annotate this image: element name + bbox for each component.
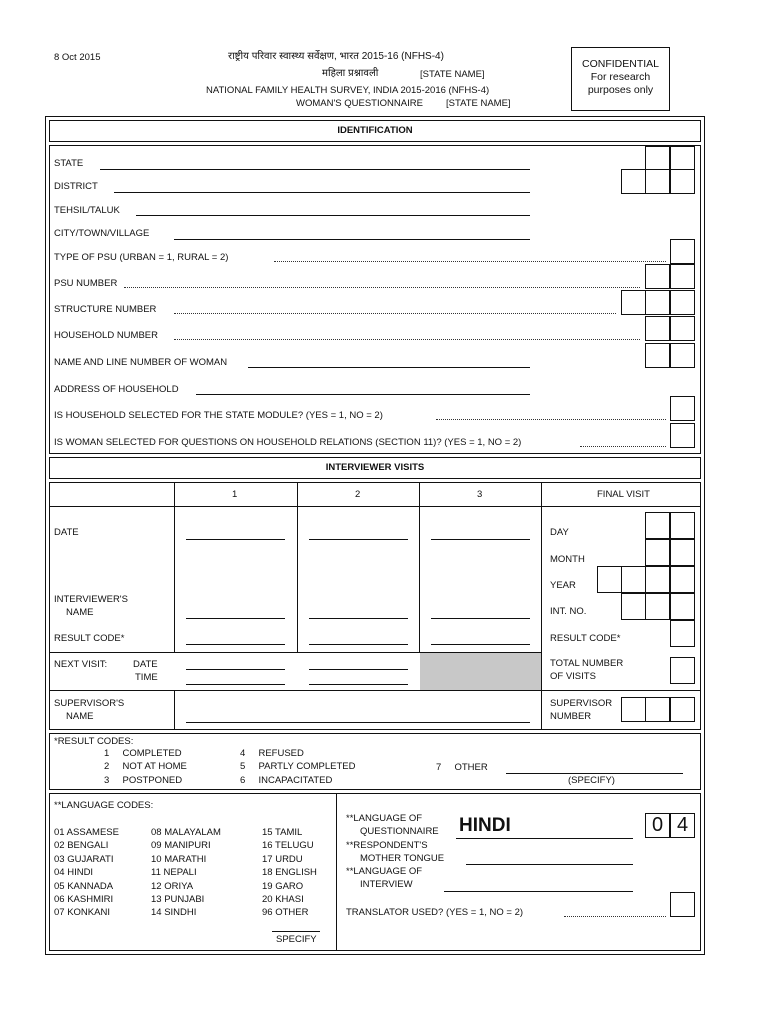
visit-2-date-field[interactable]	[309, 539, 408, 540]
household-box-2[interactable]	[670, 316, 695, 341]
lang-13: 13 PUNJABI	[151, 894, 205, 905]
lang-02: 02 BENGALI	[54, 840, 109, 851]
household-box-1[interactable]	[645, 316, 670, 341]
next-visit-bottom-line	[49, 690, 701, 691]
visit-1-interviewer-field[interactable]	[186, 618, 285, 619]
city-label: CITY/TOWN/VILLAGE	[54, 228, 150, 239]
respondent-label-1: **RESPONDENT'S	[346, 840, 428, 851]
lang-12: 12 ORIYA	[151, 881, 194, 892]
state-code-box-1[interactable]	[645, 146, 670, 171]
supervisor-number-label-2: NUMBER	[550, 711, 592, 722]
lang-18: 18 ENGLISH	[262, 867, 317, 878]
form-date: 8 Oct 2015	[54, 52, 101, 63]
result-code-label: RESULT CODE*	[54, 633, 125, 644]
day-label: DAY	[550, 527, 569, 538]
q-language-code-box-1[interactable]: 0	[645, 813, 670, 838]
visit-col-1: 1	[232, 489, 238, 500]
tehsil-label: TEHSIL/TALUK	[54, 205, 120, 216]
research-label-2: purposes only	[587, 84, 654, 96]
lang-15: 15 TAMIL	[262, 827, 303, 838]
visit-3-interviewer-field[interactable]	[431, 618, 530, 619]
district-field[interactable]	[114, 192, 530, 193]
language-divider	[336, 793, 337, 951]
q-language-label-1: **LANGUAGE OF	[346, 813, 423, 824]
state-module-box[interactable]	[670, 396, 695, 421]
result-code-4: 4 REFUSED	[240, 748, 304, 759]
visit-2-result-field[interactable]	[309, 644, 408, 645]
state-code-box-2[interactable]	[670, 146, 695, 171]
psu-type-label: TYPE OF PSU (URBAN = 1, RURAL = 2)	[54, 252, 229, 263]
q-language-code-box-2[interactable]: 4	[670, 813, 695, 838]
result-code-6: 6 INCAPACITATED	[240, 775, 333, 786]
woman-field[interactable]	[248, 367, 530, 368]
lang-10: 10 MARATHI	[151, 854, 207, 865]
result-specify-label: (SPECIFY)	[568, 775, 615, 786]
visit-col-3: 3	[477, 489, 483, 500]
state-module-label: IS HOUSEHOLD SELECTED FOR THE STATE MODULE? (YES = 1, NO = 2)	[54, 410, 383, 421]
next-date-label: DATE	[133, 659, 158, 670]
psu-number-label: PSU NUMBER	[54, 278, 118, 289]
year-box-3[interactable]	[645, 566, 670, 593]
visit-1-next-time-field[interactable]	[186, 684, 285, 685]
result-code-3: 3 POSTPONED	[104, 775, 183, 786]
visit-1-date-field[interactable]	[186, 539, 285, 540]
visit-2-next-date-field[interactable]	[309, 669, 408, 670]
supervisor-divider	[174, 690, 175, 730]
translator-label: TRANSLATOR USED? (YES = 1, NO = 2)	[346, 907, 524, 918]
next-time-label: TIME	[135, 672, 158, 683]
household-leader	[174, 339, 640, 340]
q-language-field[interactable]	[456, 838, 633, 839]
woman-line-box-1[interactable]	[645, 343, 670, 368]
interview-language-field[interactable]	[444, 891, 633, 892]
lang-06: 06 KASHMIRI	[54, 894, 114, 905]
visits-col-divider-1	[174, 482, 175, 652]
hindi-subtitle: महिला प्रश्नावली	[322, 68, 379, 79]
int-no-box-2[interactable]	[645, 593, 670, 620]
day-box-1[interactable]	[645, 512, 670, 539]
district-code-box-1[interactable]	[621, 169, 646, 194]
visits-col-divider-2	[297, 482, 298, 652]
lang-16: 16 TELUGU	[262, 840, 314, 851]
interviewer-label-2: NAME	[66, 607, 94, 618]
visit-2-next-time-field[interactable]	[309, 684, 408, 685]
supervisor-number-box-1[interactable]	[621, 697, 646, 722]
date-label: DATE	[54, 527, 79, 538]
language-codes-title: **LANGUAGE CODES:	[54, 800, 154, 811]
result-code-1: 1 COMPLETED	[104, 748, 182, 759]
structure-box-1[interactable]	[621, 290, 646, 315]
state-label: STATE	[54, 158, 84, 169]
supervisor-number-box-2[interactable]	[645, 697, 670, 722]
lang-19: 19 GARO	[262, 881, 304, 892]
result-codes-title: *RESULT CODES:	[54, 736, 134, 747]
state-field[interactable]	[100, 169, 530, 170]
interview-language-label-2: INTERVIEW	[360, 879, 413, 890]
woman-label: NAME AND LINE NUMBER OF WOMAN	[54, 357, 228, 368]
supervisor-label-1: SUPERVISOR'S	[54, 698, 125, 709]
visit-1-result-field[interactable]	[186, 644, 285, 645]
year-box-1[interactable]	[597, 566, 622, 593]
final-result-box[interactable]	[670, 620, 695, 647]
int-no-label: INT. NO.	[550, 606, 587, 617]
translator-leader	[564, 916, 666, 917]
month-label: MONTH	[550, 554, 585, 565]
visit-col-2: 2	[355, 489, 361, 500]
identification-header: IDENTIFICATION	[49, 120, 701, 142]
other-result-field[interactable]	[506, 773, 683, 774]
psu-type-leader	[274, 261, 666, 262]
final-visit-divider	[541, 482, 542, 730]
month-box-1[interactable]	[645, 539, 670, 566]
state-module-leader	[436, 419, 666, 420]
research-label-1: For research	[590, 71, 651, 83]
visit-2-interviewer-field[interactable]	[309, 618, 408, 619]
visits-header-divider	[49, 506, 701, 507]
lang-specify-label: SPECIFY	[276, 934, 317, 945]
structure-label: STRUCTURE NUMBER	[54, 304, 157, 315]
hindi-title: राष्ट्रीय परिवार स्वास्थ्य सर्वेक्षण, भारत 2015-16 (NFHS-4)	[228, 51, 444, 62]
lang-96: 96 OTHER	[262, 907, 309, 918]
result-code-5: 5 PARTLY COMPLETED	[240, 761, 356, 772]
final-visit-col: FINAL VISIT	[597, 489, 650, 500]
interviewer-label-1: INTERVIEWER'S	[54, 594, 128, 605]
household-label: HOUSEHOLD NUMBER	[54, 330, 158, 341]
year-label: YEAR	[550, 580, 576, 591]
q-language-label-2: QUESTIONNAIRE	[360, 826, 439, 837]
interview-language-label-1: **LANGUAGE OF	[346, 866, 423, 877]
visits-header: INTERVIEWER VISITS	[49, 457, 701, 479]
relations-label: IS WOMAN SELECTED FOR QUESTIONS ON HOUSEHOLD RELATIONS (SECTION 11)? (YES = 1, NO = 2)	[54, 437, 522, 448]
supervisor-number-box-3[interactable]	[670, 697, 695, 722]
structure-box-2[interactable]	[645, 290, 670, 315]
lang-01: 01 ASSAMESE	[54, 827, 119, 838]
lang-09: 09 MANIPURI	[151, 840, 211, 851]
total-visits-label-1: TOTAL NUMBER	[550, 658, 624, 669]
total-visits-label-2: OF VISITS	[550, 671, 596, 682]
lang-07: 07 KONKANI	[54, 907, 110, 918]
hindi-state-name: [STATE NAME]	[420, 69, 485, 80]
visits-col-divider-3	[419, 482, 420, 652]
visit-3-date-field[interactable]	[431, 539, 530, 540]
tehsil-field[interactable]	[136, 215, 530, 216]
visits-table	[49, 482, 701, 730]
lang-11: 11 NEPALI	[151, 867, 197, 878]
confidential-box	[571, 47, 670, 111]
lang-17: 17 URDU	[262, 854, 303, 865]
psu-type-box[interactable]	[670, 239, 695, 264]
day-box-2[interactable]	[670, 512, 695, 539]
relations-leader	[580, 446, 666, 447]
other-language-field[interactable]	[272, 931, 320, 932]
year-box-4[interactable]	[670, 566, 695, 593]
psu-number-leader	[124, 287, 640, 288]
structure-box-3[interactable]	[670, 290, 695, 315]
psu-number-box-1[interactable]	[645, 264, 670, 289]
supervisor-label-2: NAME	[66, 711, 94, 722]
final-result-label: RESULT CODE*	[550, 633, 621, 644]
result-code-7: 7 OTHER	[436, 762, 488, 773]
address-field[interactable]	[196, 394, 530, 395]
english-state-name: [STATE NAME]	[446, 98, 511, 109]
q-language-value[interactable]: HINDI	[459, 815, 511, 836]
district-label: DISTRICT	[54, 181, 98, 192]
next-visit-label: NEXT VISIT:	[54, 659, 108, 670]
english-subtitle: WOMAN'S QUESTIONNAIRE	[296, 98, 423, 109]
relations-box[interactable]	[670, 423, 695, 448]
month-box-2[interactable]	[670, 539, 695, 566]
lang-03: 03 GUJARATI	[54, 854, 114, 865]
lang-05: 05 KANNADA	[54, 881, 114, 892]
psu-number-box-2[interactable]	[670, 264, 695, 289]
address-label: ADDRESS OF HOUSEHOLD	[54, 384, 179, 395]
mother-tongue-field[interactable]	[466, 864, 633, 865]
translator-box[interactable]	[670, 892, 695, 917]
int-no-box-1[interactable]	[621, 593, 646, 620]
district-code-box-3[interactable]	[670, 169, 695, 194]
int-no-box-3[interactable]	[670, 593, 695, 620]
structure-leader	[174, 313, 616, 314]
visit-1-next-date-field[interactable]	[186, 669, 285, 670]
english-title: NATIONAL FAMILY HEALTH SURVEY, INDIA 2015-2016 (NFHS-4)	[206, 85, 490, 96]
respondent-label-2: MOTHER TONGUE	[360, 853, 445, 864]
visit-3-result-field[interactable]	[431, 644, 530, 645]
woman-line-box-2[interactable]	[670, 343, 695, 368]
confidential-label: CONFIDENTIAL	[581, 58, 659, 70]
total-visits-box[interactable]	[670, 657, 695, 684]
district-code-box-2[interactable]	[645, 169, 670, 194]
year-box-2[interactable]	[621, 566, 646, 593]
result-code-2: 2 NOT AT HOME	[104, 761, 187, 772]
lang-20: 20 KHASI	[262, 894, 304, 905]
lang-14: 14 SINDHI	[151, 907, 197, 918]
lang-08: 08 MALAYALAM	[151, 827, 221, 838]
supervisor-number-label-1: SUPERVISOR	[550, 698, 613, 709]
supervisor-name-field[interactable]	[186, 722, 530, 723]
city-field[interactable]	[174, 239, 530, 240]
visit-3-next-shaded	[420, 653, 541, 690]
lang-04: 04 HINDI	[54, 867, 94, 878]
